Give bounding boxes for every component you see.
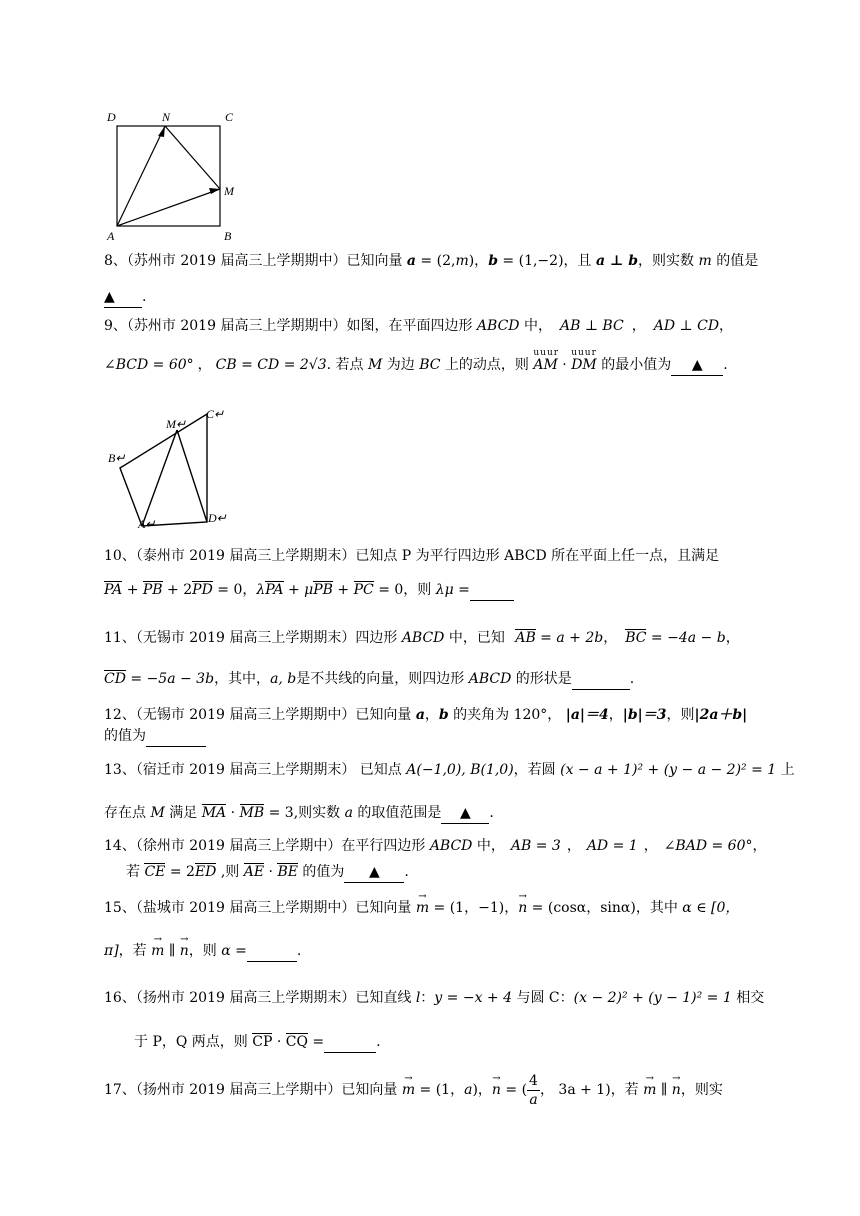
q11-answer-blank <box>572 669 630 690</box>
q12-line1: 12、（无锡市 2019 届高三上学期期中）已知向量 a，b 的夹角为 120°， |a|＝4，|b|＝3，则|2a＋b| <box>104 707 748 723</box>
q17-fraction: $\frac{4}{a}$ <box>529 1072 538 1108</box>
q14-answer-blank: ▲ <box>344 862 404 883</box>
fig1-label-B: B <box>224 229 232 243</box>
q13-line2: 存在点 M 满足 MA · MB = 3,则实数 a 的取值范围是 ▲ . <box>104 803 494 824</box>
figure-quadrilateral <box>104 404 244 530</box>
q16-line2: 于 P，Q 两点，则 CP · CQ = . <box>134 1032 381 1053</box>
q9-answer-blank: ▲ <box>671 355 723 376</box>
fig1-label-A: A <box>107 229 115 243</box>
q10-line2: PA + PB + 2PD = 0，λPA + μPB + PC = 0，则 λμ = <box>104 580 514 601</box>
q15-line2: π]，若 m → ∥ n →，则 α = . <box>104 941 301 962</box>
q15-line1: 15、（盐城市 2019 届高三上学期期中）已知向量 m → = (1，−1)，n → = (cosα，sinα)，其中 α ∈ [0， <box>104 898 739 918</box>
q11-line1: 11、（无锡市 2019 届高三上学期期末）四边形 ABCD 中，已知 AB = a + 2b， BC = −4a − b， <box>104 630 740 646</box>
q9-line2: ∠BCD = 60° ， CB = CD = 2√3. 若点 M 为边 BC 上的动点，则 uuur AM · uuur DM 的最小值为 ▲ . <box>104 355 728 376</box>
fig2-label-B: B↵ <box>108 451 126 465</box>
figure-square <box>100 105 250 245</box>
fig1-label-M: M <box>224 184 234 198</box>
q16-line1: 16、（扬州市 2019 届高三上学期期末）已知直线 l：y = −x + 4 与圆 C：(x − 2)² + (y − 1)² = 1 相交 <box>104 990 765 1006</box>
fig1-label-D: D <box>107 110 116 124</box>
q8-line2: ▲ . <box>104 287 146 308</box>
q13-answer-blank: ▲ <box>441 803 489 824</box>
q14-line2: 若 CE = 2ED ,则 AE · BE 的值为 ▲ . <box>126 862 409 883</box>
q10-answer-blank <box>470 580 514 601</box>
q13-line1: 13、（宿迁市 2019 届高三上学期期末） 已知点 A(−1,0), B(1,0)，若圆 (x − a + 1)² + (y − a − 2)² = 1 上 <box>104 762 795 778</box>
q15-answer-blank <box>247 941 297 962</box>
fig2-label-M: M↵ <box>166 417 187 431</box>
fig2-label-C: C↵ <box>206 407 225 421</box>
fig1-label-N: N <box>162 110 171 124</box>
q17-line1: 17、（扬州市 2019 届高三上学期中）已知向量 m → = (1，a)，n → = ( $\frac{4}{a}$ ， 3a + 1)，若 m → ∥ n →，则实 <box>104 1070 723 1110</box>
q8-line1: 8、（苏州市 2019 届高三上学期期中）已知向量 a = (2,m)，b = (1,−2)，且 a ⊥ b，则实数 m 的值是 <box>104 253 759 269</box>
fig2-label-D: D↵ <box>208 511 227 525</box>
q16-answer-blank <box>324 1032 376 1053</box>
fig2-label-A: A↵ <box>138 517 156 530</box>
q10-line1: 10、（泰州市 2019 届高三上学期期末）已知点 P 为平行四边形 ABCD 所在平面上任一点，且满足 <box>104 548 720 564</box>
q8-answer-blank: ▲ <box>104 287 142 308</box>
q11-line2: CD = −5a − 3b，其中，a, b是不共线的向量，则四边形 ABCD 的形状是 . <box>104 669 634 690</box>
fig1-label-C: C <box>225 110 234 124</box>
q12-line2: 的值为 <box>104 726 206 747</box>
q9-line1: 9、（苏州市 2019 届高三上学期期中）如图，在平面四边形 ABCD 中， AB ⊥ BC ， AD ⊥ CD， <box>104 318 734 334</box>
q12-answer-blank <box>146 726 206 747</box>
q14-line1: 14、（徐州市 2019 届高三上学期中）在平行四边形 ABCD 中， AB = 3 ， AD = 1 ， ∠BAD = 60°， <box>104 838 767 854</box>
